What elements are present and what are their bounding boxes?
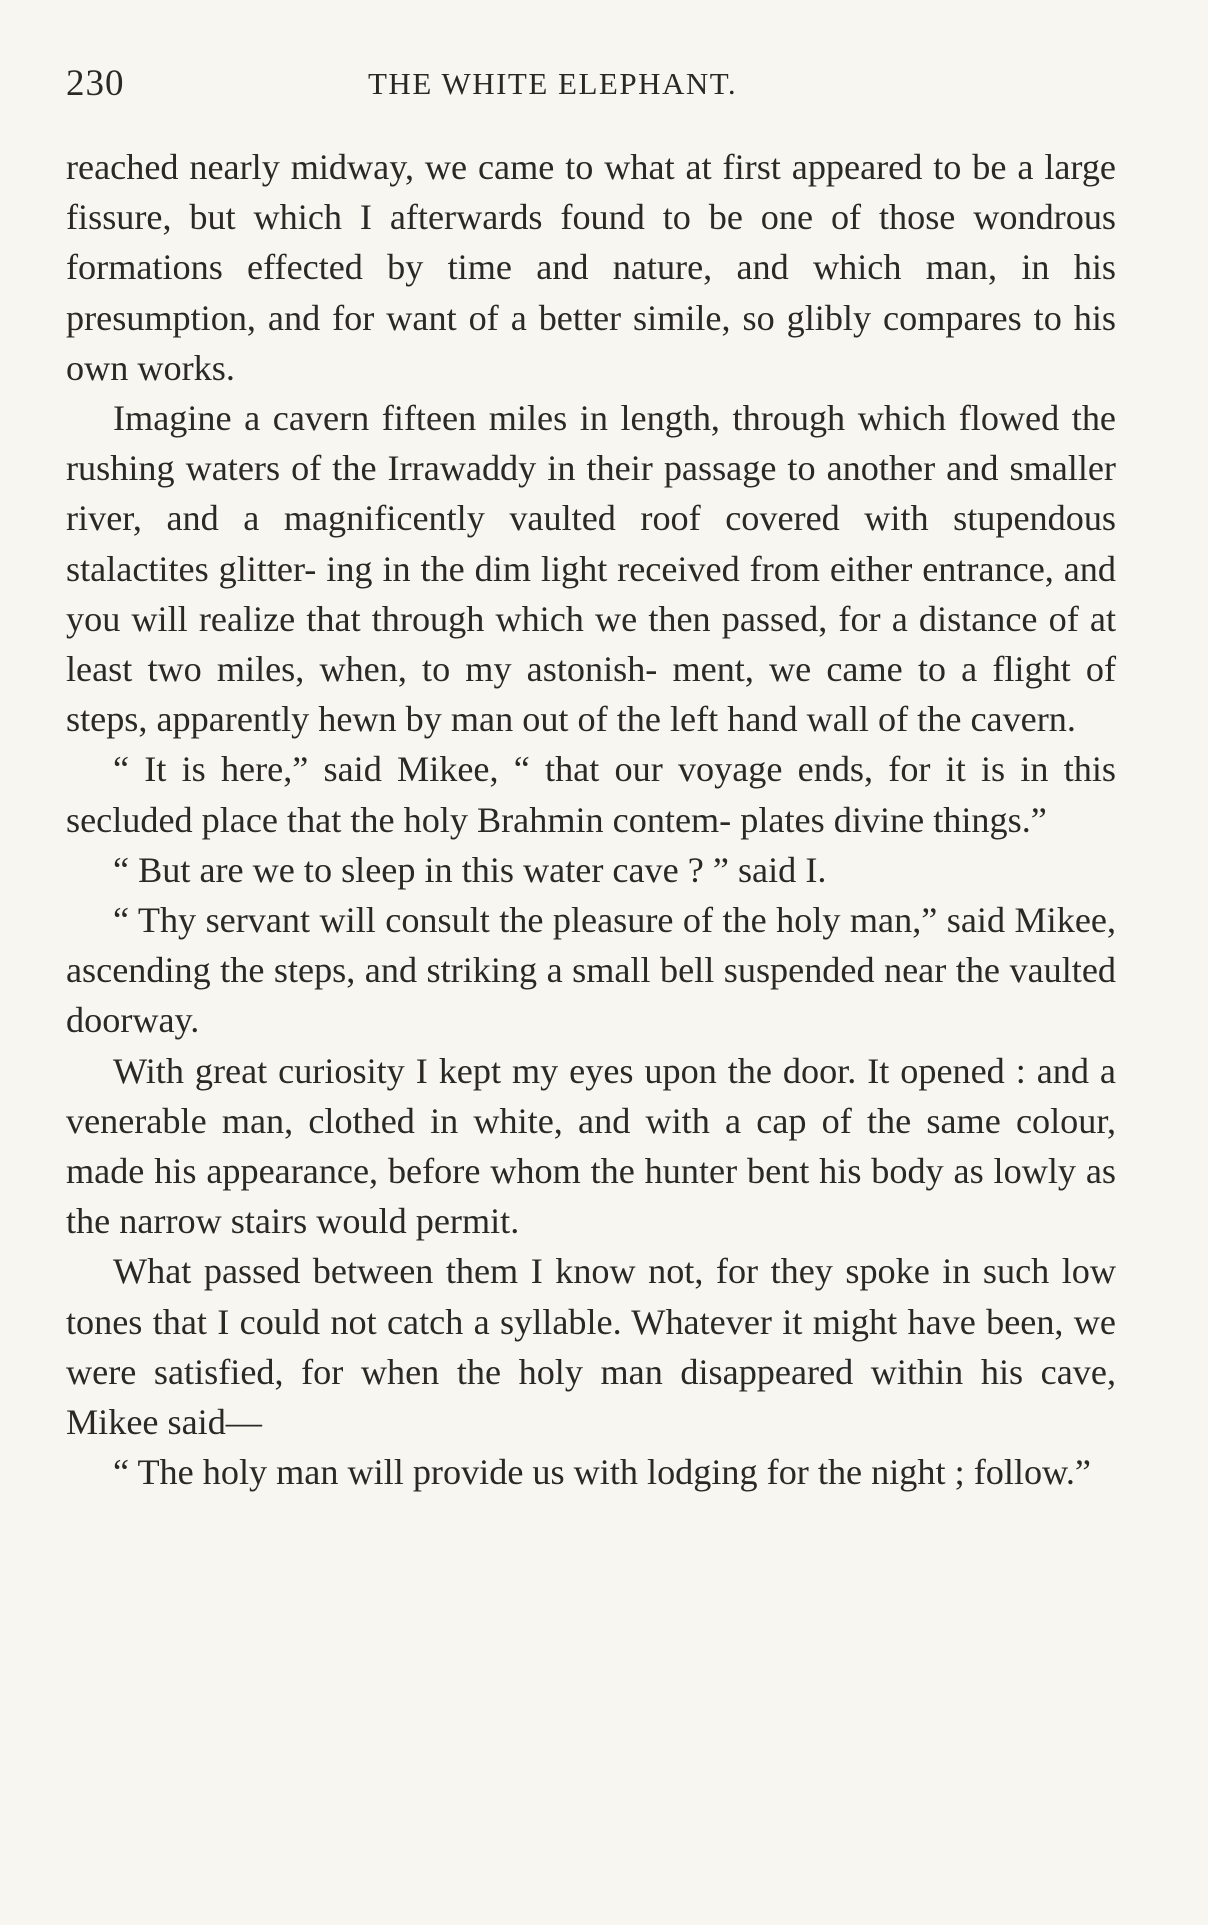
paragraph-water-cave: “ But are we to sleep in this water cave ? ” said I.	[113, 849, 827, 890]
paragraph-continuation: reached nearly midway, we came to what at first appeared to be a large fissure, but which I afterwards found to be one of those wondrous formations effected by time and nature, and which man, in his presumption, and for want of a better simile, so glibly compares to his own works.	[66, 147, 1116, 388]
paragraph-servant: “ Thy servant will consult the pleasure of the holy man,” said Mikee, ascending the steps, and striking a small bell suspended near the vaulted doorway.	[66, 900, 1116, 1041]
body-text	[66, 142, 1116, 1497]
paragraph-curiosity: With great curiosity I kept my eyes upon the door. It opened : and a venerable man, clothed in white, and with a cap of the same colour, made his appearance, before whom the hunter bent his body as lowly as the narrow stairs would permit.	[66, 1050, 1116, 1242]
paragraph-lodging: “ The holy man will provide us with lodging for the night ; follow.”	[113, 1452, 1091, 1493]
paragraph-low-tones: What passed between them I know not, for they spoke in such low tones that I could not catch a syllable. Whatever it might have been, we were satisfied, for when the holy man disappeared within his cave, Mikee said—	[66, 1251, 1116, 1443]
running-head	[66, 62, 1116, 112]
paragraph-mikee-voyage: “ It is here,” said Mikee, “ that our voyage ends, for it is in this secluded place that the holy Brahmin contem- plates divine things.”	[66, 749, 1116, 840]
paragraph-cavern: Imagine a cavern fifteen miles in length, through which flowed the rushing waters of the Irrawaddy in their passage to another and smaller river, and a magnificently vaulted roof covered with stupendous stalactites glitter- ing in the dim light received from either entrance, and you will realize that through which we then passed, for a distance of at least two miles, when, to my astonish- ment, we came to a flight of steps, apparently hewn by man out of the left hand wall of the cavern.	[66, 398, 1116, 740]
page-number: 230	[66, 63, 125, 104]
running-title: THE WHITE ELEPHANT.	[368, 66, 738, 101]
